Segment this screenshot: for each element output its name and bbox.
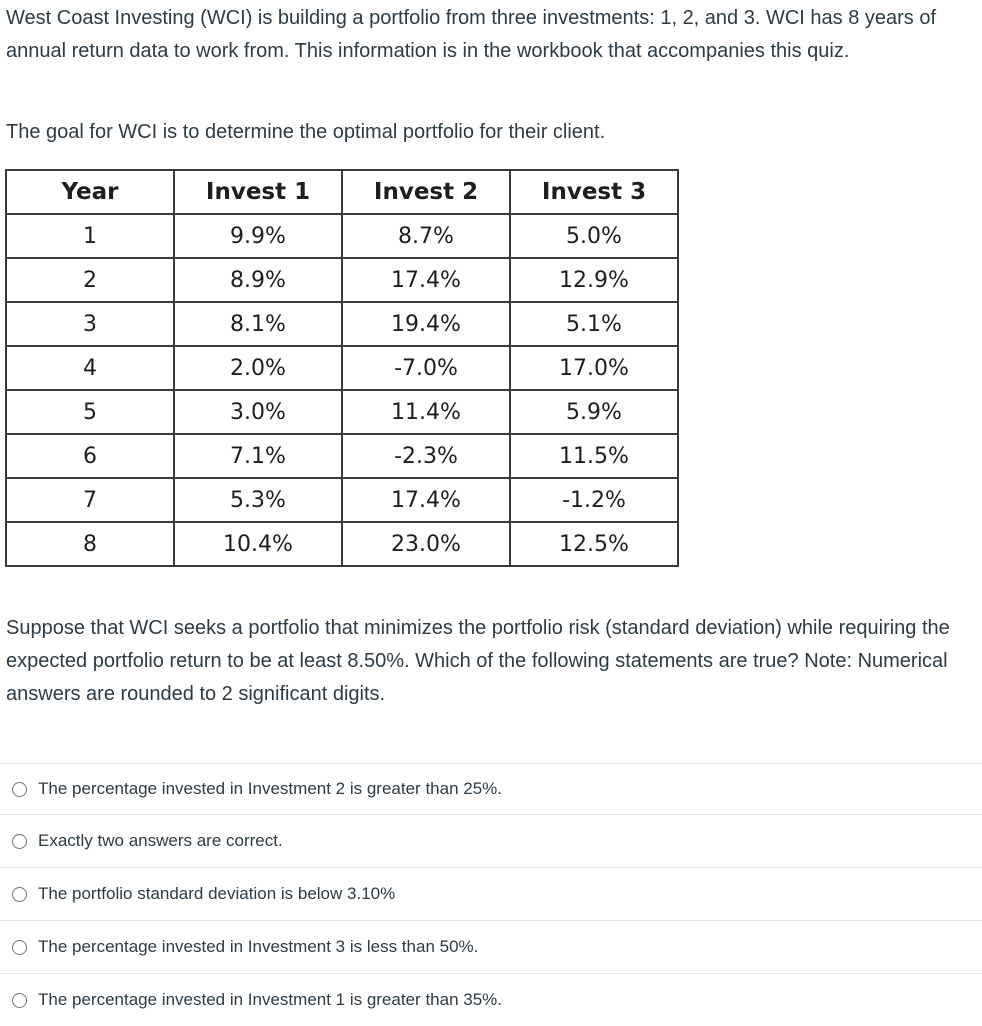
invest-1-cell: 10.4% [174, 522, 342, 566]
invest-3-cell: 5.1% [510, 302, 678, 346]
answer-label: The percentage invested in Investment 3 is less than 50%. [38, 937, 479, 956]
radio-button-icon[interactable] [12, 887, 27, 902]
invest-1-cell: 8.9% [174, 258, 342, 302]
header-invest-1: Invest 1 [174, 170, 342, 214]
answer-option[interactable] [0, 814, 982, 867]
radio-button-icon[interactable] [12, 834, 27, 849]
table-row [6, 434, 678, 478]
year-cell: 6 [6, 434, 174, 478]
invest-1-cell: 7.1% [174, 434, 342, 478]
radio-button-icon[interactable] [12, 940, 27, 955]
invest-3-cell: 5.9% [510, 390, 678, 434]
answer-label: Exactly two answers are correct. [38, 831, 283, 850]
invest-2-cell: 23.0% [342, 522, 510, 566]
invest-2-cell: 11.4% [342, 390, 510, 434]
invest-2-cell: 19.4% [342, 302, 510, 346]
header-year: Year [6, 170, 174, 214]
radio-button-icon[interactable] [12, 993, 27, 1008]
answer-option[interactable] [0, 973, 982, 1026]
year-cell: 7 [6, 478, 174, 522]
invest-1-cell: 8.1% [174, 302, 342, 346]
table-row [6, 346, 678, 390]
invest-3-cell: 12.5% [510, 522, 678, 566]
year-cell: 8 [6, 522, 174, 566]
invest-2-cell: -2.3% [342, 434, 510, 478]
table-header-row [6, 170, 678, 214]
invest-2-cell: 17.4% [342, 258, 510, 302]
goal-text: The goal for WCI is to determine the optimal portfolio for their client. [6, 121, 606, 143]
answer-label: The percentage invested in Investment 2 is greater than 25%. [38, 779, 502, 798]
answer-option[interactable] [0, 867, 982, 920]
invest-2-cell: 8.7% [342, 214, 510, 258]
invest-3-cell: 5.0% [510, 214, 678, 258]
answer-label: The portfolio standard deviation is below 3.10% [38, 884, 396, 903]
answer-option[interactable] [0, 920, 982, 973]
year-cell: 4 [6, 346, 174, 390]
table-row [6, 302, 678, 346]
invest-2-cell: 17.4% [342, 478, 510, 522]
invest-1-cell: 3.0% [174, 390, 342, 434]
invest-3-cell: 17.0% [510, 346, 678, 390]
intro-text: West Coast Investing (WCI) is building a portfolio from three investments: 1, 2, and 3. WCI has 8 years of annual return data to work from. This information is in the workbook that accompanies this quiz. [6, 7, 937, 62]
year-cell: 2 [6, 258, 174, 302]
table-row [6, 390, 678, 434]
answer-option[interactable] [0, 763, 982, 814]
answer-label: The percentage invested in Investment 1 is greater than 35%. [38, 990, 502, 1009]
invest-2-cell: -7.0% [342, 346, 510, 390]
table-row [6, 214, 678, 258]
question-text: Suppose that WCI seeks a portfolio that minimizes the portfolio risk (standard deviation) while requiring the expected portfolio return to be at least 8.50%. Which of the following statements are true? Note: Numerical answers are rounded to 2 significant digits. [6, 617, 950, 705]
table-row [6, 478, 678, 522]
invest-3-cell: 11.5% [510, 434, 678, 478]
radio-button-icon[interactable] [12, 782, 27, 797]
invest-3-cell: 12.9% [510, 258, 678, 302]
table-row [6, 258, 678, 302]
year-cell: 5 [6, 390, 174, 434]
invest-1-cell: 5.3% [174, 478, 342, 522]
answer-list [0, 763, 982, 1026]
header-invest-2: Invest 2 [342, 170, 510, 214]
year-cell: 3 [6, 302, 174, 346]
table-row [6, 522, 678, 566]
invest-3-cell: -1.2% [510, 478, 678, 522]
invest-1-cell: 2.0% [174, 346, 342, 390]
returns-table [5, 169, 679, 567]
header-invest-3: Invest 3 [510, 170, 678, 214]
invest-1-cell: 9.9% [174, 214, 342, 258]
year-cell: 1 [6, 214, 174, 258]
